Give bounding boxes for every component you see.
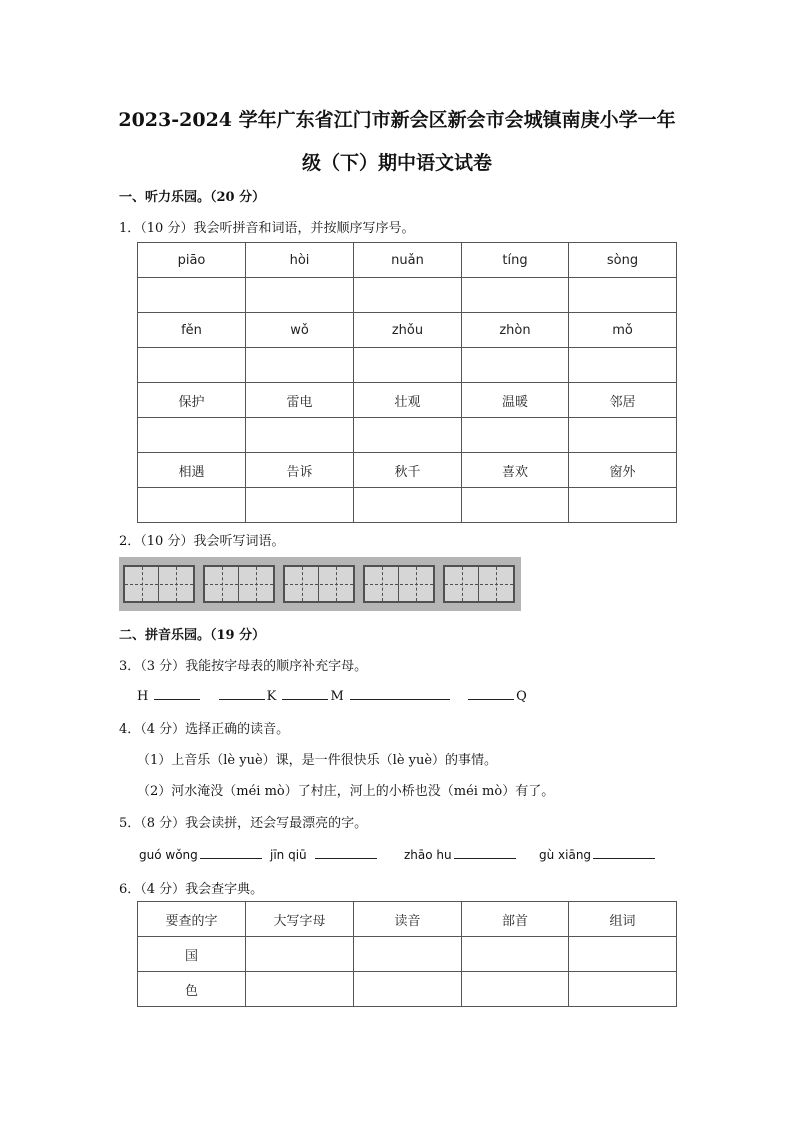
q1-prompt: 1．（10 分）我会听拼音和词语，并按顺序写序号。 bbox=[119, 221, 415, 236]
pinyin-cell: hòi bbox=[246, 243, 354, 278]
q5-item-4 bbox=[539, 846, 657, 862]
section2-heading: 二、拼音乐园。（19 分） bbox=[119, 628, 266, 643]
pinyin-cell: tíng bbox=[462, 243, 569, 278]
answer-blank[interactable] bbox=[454, 846, 516, 859]
word-cell: 告诉 bbox=[246, 453, 354, 488]
answer-cell[interactable] bbox=[569, 348, 677, 383]
letter-q: Q bbox=[516, 689, 527, 704]
q1-table bbox=[137, 242, 677, 523]
q3-prompt: 3．（3 分）我能按字母表的顺序补充字母。 bbox=[119, 659, 368, 674]
answer-cell[interactable] bbox=[462, 937, 569, 972]
q5-item-2 bbox=[270, 846, 379, 862]
answer-row bbox=[138, 348, 677, 383]
page-title-line2: 级（下）期中语文试卷 bbox=[301, 152, 492, 174]
answer-cell[interactable] bbox=[246, 972, 354, 1007]
tian-box[interactable] bbox=[363, 565, 435, 603]
letter-k: K bbox=[266, 689, 277, 704]
answer-cell[interactable] bbox=[569, 488, 677, 523]
lookup-char-cell: 色 bbox=[138, 972, 246, 1007]
answer-cell[interactable] bbox=[569, 418, 677, 453]
pinyin-text: gù xiāng bbox=[539, 848, 592, 862]
answer-row bbox=[138, 488, 677, 523]
q4-prompt: 4．（4 分）选择正确的读音。 bbox=[119, 722, 290, 737]
answer-cell[interactable] bbox=[462, 972, 569, 1007]
pinyin-text: jīn qiū bbox=[270, 848, 307, 862]
answer-cell[interactable] bbox=[569, 937, 677, 972]
q3-letter-sequence bbox=[137, 687, 527, 704]
section1-heading: 一、听力乐园。（20 分） bbox=[119, 190, 266, 205]
answer-blank[interactable] bbox=[219, 687, 265, 700]
answer-cell[interactable] bbox=[569, 278, 677, 313]
pinyin-cell: sòng bbox=[569, 243, 677, 278]
answer-cell[interactable] bbox=[246, 488, 354, 523]
word-cell: 雷电 bbox=[246, 383, 354, 418]
word-cell: 邻居 bbox=[569, 383, 677, 418]
tian-box[interactable] bbox=[123, 565, 195, 603]
answer-row bbox=[138, 418, 677, 453]
answer-cell[interactable] bbox=[246, 348, 354, 383]
word-cell: 秋千 bbox=[354, 453, 462, 488]
answer-cell[interactable] bbox=[354, 278, 462, 313]
answer-blank[interactable] bbox=[200, 846, 262, 859]
word-cell: 保护 bbox=[138, 383, 246, 418]
word-cell: 壮观 bbox=[354, 383, 462, 418]
q4-item-2: （2）河水淹没（méi mò）了村庄，河上的小桥也没（méi mò）有了。 bbox=[137, 784, 555, 799]
word-cell: 喜欢 bbox=[462, 453, 569, 488]
answer-cell[interactable] bbox=[246, 418, 354, 453]
answer-blank[interactable] bbox=[350, 687, 450, 700]
column-header: 要查的字 bbox=[138, 902, 246, 937]
answer-cell[interactable] bbox=[462, 278, 569, 313]
prompt-row bbox=[138, 243, 677, 278]
answer-cell[interactable] bbox=[138, 418, 246, 453]
column-header: 组词 bbox=[569, 902, 677, 937]
pinyin-cell: piāo bbox=[138, 243, 246, 278]
answer-cell[interactable] bbox=[462, 348, 569, 383]
word-cell: 窗外 bbox=[569, 453, 677, 488]
lookup-char-cell: 国 bbox=[138, 937, 246, 972]
tian-box[interactable] bbox=[443, 565, 515, 603]
prompt-row bbox=[138, 453, 677, 488]
q6-table bbox=[137, 901, 677, 1007]
prompt-row bbox=[138, 313, 677, 348]
word-cell: 相遇 bbox=[138, 453, 246, 488]
answer-cell[interactable] bbox=[354, 418, 462, 453]
answer-cell[interactable] bbox=[354, 348, 462, 383]
answer-cell[interactable] bbox=[138, 348, 246, 383]
letter-m: M bbox=[330, 689, 344, 704]
q2-prompt: 2．（10 分）我会听写词语。 bbox=[119, 534, 285, 549]
pinyin-text: zhāo hu bbox=[404, 848, 452, 862]
answer-cell[interactable] bbox=[354, 972, 462, 1007]
q5-prompt: 5．（8 分）我会读拼，还会写最漂亮的字。 bbox=[119, 816, 368, 831]
pinyin-cell: wǒ bbox=[246, 313, 354, 348]
column-header: 部首 bbox=[462, 902, 569, 937]
pinyin-cell: mǒ bbox=[569, 313, 677, 348]
dictation-grid-strip bbox=[119, 557, 521, 611]
pinyin-cell: zhǒu bbox=[354, 313, 462, 348]
q6-prompt: 6．（4 分）我会查字典。 bbox=[119, 882, 264, 897]
pinyin-cell: nuǎn bbox=[354, 243, 462, 278]
header-row bbox=[138, 902, 677, 937]
pinyin-cell: zhòn bbox=[462, 313, 569, 348]
answer-blank[interactable] bbox=[154, 687, 200, 700]
answer-cell[interactable] bbox=[354, 488, 462, 523]
answer-blank[interactable] bbox=[468, 687, 514, 700]
answer-row bbox=[138, 278, 677, 313]
answer-cell[interactable] bbox=[138, 488, 246, 523]
answer-cell[interactable] bbox=[462, 488, 569, 523]
answer-cell[interactable] bbox=[569, 972, 677, 1007]
answer-cell[interactable] bbox=[246, 937, 354, 972]
q5-item-1 bbox=[139, 846, 264, 862]
column-header: 读音 bbox=[354, 902, 462, 937]
table-row bbox=[138, 972, 677, 1007]
tian-box[interactable] bbox=[203, 565, 275, 603]
answer-cell[interactable] bbox=[138, 278, 246, 313]
answer-cell[interactable] bbox=[246, 278, 354, 313]
q4-item-1: （1）上音乐（lè yuè）课，是一件很快乐（lè yuè）的事情。 bbox=[137, 753, 498, 768]
answer-cell[interactable] bbox=[462, 418, 569, 453]
column-header: 大写字母 bbox=[246, 902, 354, 937]
table-row bbox=[138, 937, 677, 972]
answer-blank[interactable] bbox=[593, 846, 655, 859]
page-title-line1: 2023-2024 学年广东省江门市新会区新会市会城镇南庚小学一年 bbox=[118, 109, 676, 131]
q5-item-3 bbox=[404, 846, 518, 862]
answer-blank[interactable] bbox=[315, 846, 377, 859]
prompt-row bbox=[138, 383, 677, 418]
answer-cell[interactable] bbox=[354, 937, 462, 972]
tian-box[interactable] bbox=[283, 565, 355, 603]
pinyin-cell: fěn bbox=[138, 313, 246, 348]
word-cell: 温暖 bbox=[462, 383, 569, 418]
answer-blank[interactable] bbox=[282, 687, 328, 700]
pinyin-text: guó wǒng bbox=[139, 848, 198, 862]
letter-h: H bbox=[137, 689, 149, 704]
